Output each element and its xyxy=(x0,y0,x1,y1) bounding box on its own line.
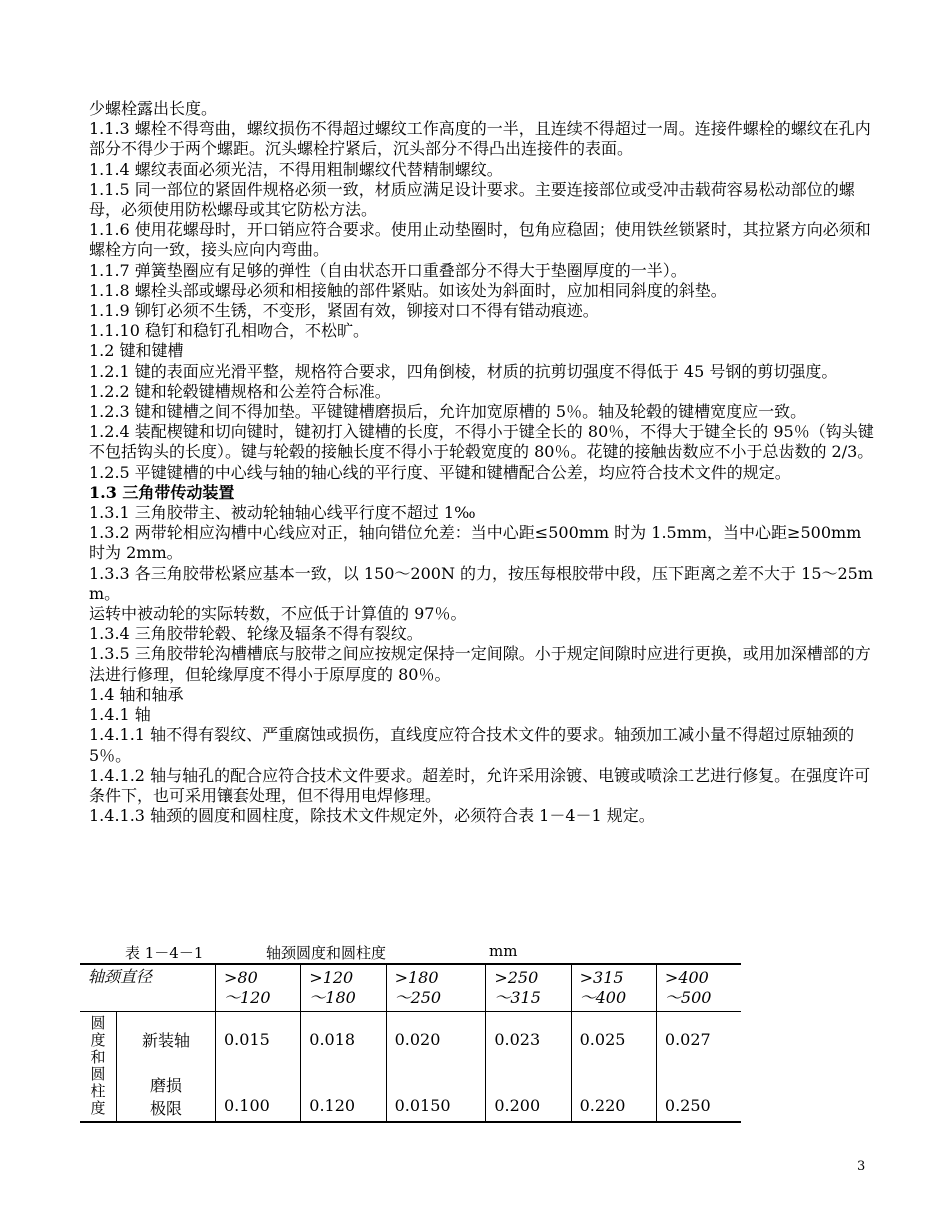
paragraph: 1.1.8 螺栓头部或螺母必须和相接触的部件紧贴。如该处为斜面时，应加相同斜度的斜垫。 xyxy=(89,280,727,300)
paragraph: 1.2.1 键的表面应光滑平整，规格符合要求，四角倒棱，材质的抗剪切强度不得低于 45 号钢的剪切强度。 xyxy=(89,361,838,381)
table-cell: 0.025 xyxy=(571,1012,656,1067)
group-label: 圆 度 和 圆 柱 度 xyxy=(90,1014,106,1118)
header-range: >120 ～180 xyxy=(301,964,386,1012)
paragraph: 1.1.7 弹簧垫圈应有足够的弹性（自由状态开口重叠部分不得大于垫圈厚度的一半）。 xyxy=(89,260,687,280)
header-label: 轴颈直径 xyxy=(80,964,216,1012)
header-range: >315 ～400 xyxy=(571,964,656,1012)
paragraph: 1.2 键和键槽 xyxy=(89,341,184,361)
document-body xyxy=(89,99,879,826)
header-range: >250 ～315 xyxy=(486,964,571,1012)
section-heading: 1.3 三角带传动装置 xyxy=(89,482,235,502)
table-caption-title: 轴颈圆度和圆柱度 xyxy=(266,944,387,962)
paragraph: 1.1.6 使用花螺母时，开口销应符合要求。使用止动垫圈时，包角应稳固；使用铁丝锁紧时，其拉紧方向必须和螺栓方向一致，接头应向内弯曲。 xyxy=(89,220,871,260)
table-cell: 0.015 xyxy=(216,1012,301,1067)
paragraph: 1.1.4 螺纹表面必须光洁，不得用粗制螺纹代替精制螺纹。 xyxy=(89,159,503,179)
paragraph: 1.1.3 螺栓不得弯曲，螺纹损伤不得超过螺纹工作高度的一半，且连续不得超过一周。连接件螺栓的螺纹在孔内部分不得少于两个螺距。沉头螺栓拧紧后，沉头部分不得凸出连接件的表面。 xyxy=(89,119,871,159)
paragraph: 1.4.1.1 轴不得有裂纹、严重腐蚀或损伤，直线度应符合技术文件的要求。轴颈加工减小量不得超过原轴颈的 5％。 xyxy=(89,725,855,765)
paragraph: 1.4 轴和轴承 xyxy=(89,684,184,704)
paragraph: 1.3.4 三角胶带轮毂、轮缘及辐条不得有裂纹。 xyxy=(89,624,423,644)
row-label: 新装轴 xyxy=(117,1012,216,1067)
paragraph: 1.3.3 各三角胶带松紧应基本一致，以 150～200N 的力，按压每根胶带中段，压下距离之差不大于 15～25mm。 xyxy=(89,563,874,603)
table-header-row xyxy=(80,964,741,1012)
table-row xyxy=(80,1067,741,1122)
paragraph: 1.1.5 同一部位的紧固件规格必须一致，材质应满足设计要求。主要连接部位或受冲击载荷容易松动部位的螺母，必须使用防松螺母或其它防松方法。 xyxy=(89,179,855,220)
table-cell: 0.250 xyxy=(656,1067,741,1122)
row-label: 磨损极限 xyxy=(117,1067,216,1122)
paragraph: 1.3.1 三角胶带主、被动轮轴轴心线平行度不超过 1‰ xyxy=(89,503,476,523)
journal-tolerance-table xyxy=(80,963,741,1123)
paragraph: 1.1.9 铆钉必须不生锈，不变形，紧固有效，铆接对口不得有错动痕迹。 xyxy=(89,301,599,321)
header-range: >180 ～250 xyxy=(386,964,486,1012)
table-cell: 0.020 xyxy=(386,1012,486,1067)
table-cell: 0.027 xyxy=(656,1012,741,1067)
paragraph: 1.2.2 键和轮毂键槽规格和公差符合标准。 xyxy=(89,381,391,401)
paragraph: 1.1.10 稳钉和稳钉孔相吻合，不松旷。 xyxy=(89,321,369,341)
paragraph: 1.2.4 装配楔键和切向键时，键初打入键槽的长度，不得小于键全长的 80％，不得大于键全长的 95％（钩头键不包括钩头的长度）。键与轮毂的接触长度不得小于轮毂宽度的 80％。花键的接触齿数应不小于总齿数的 2/3。 xyxy=(89,422,874,462)
table-cell: 0.100 xyxy=(216,1067,301,1122)
table-cell: 0.220 xyxy=(571,1067,656,1122)
table-row xyxy=(80,1012,741,1067)
table-cell: 0.0150 xyxy=(386,1067,486,1122)
paragraph: 1.3.2 两带轮相应沟槽中心线应对正，轴向错位允差：当中心距≤500mm 时为 1.5mm，当中心距≥500mm 时为 2mm。 xyxy=(89,523,862,563)
paragraph: 少螺栓露出长度。 xyxy=(89,99,218,118)
paragraph: 1.3.5 三角胶带轮沟槽槽底与胶带之间应按规定保持一定间隙。小于规定间隙时应进行更换，或用加深槽部的方法进行修理，但轮缘厚度不得小于原厚度的 80％。 xyxy=(89,644,871,684)
paragraph: 1.2.5 平键键槽的中心线与轴的轴心线的平行度、平键和键槽配合公差，均应符合技术文件的规定。 xyxy=(89,462,791,482)
paragraph: 1.4.1.3 轴颈的圆度和圆柱度，除技术文件规定外，必须符合表 1－4－1 规定。 xyxy=(89,806,655,826)
header-range: >80 ～120 xyxy=(216,964,301,1012)
paragraph: 1.4.1.2 轴与轴孔的配合应符合技术文件要求。超差时，允许采用涂镀、电镀或喷涂工艺进行修复。在强度许可条件下，也可采用镶套处理，但不得用电焊修理。 xyxy=(89,765,871,805)
header-range: >400 ～500 xyxy=(656,964,741,1012)
paragraph: 1.4.1 轴 xyxy=(89,705,151,725)
table-cell: 0.023 xyxy=(486,1012,571,1067)
table-cell: 0.018 xyxy=(301,1012,386,1067)
table-cell: 0.200 xyxy=(486,1067,571,1122)
table-caption-unit: mm xyxy=(489,942,518,960)
table-cell: 0.120 xyxy=(301,1067,386,1122)
paragraph: 运转中被动轮的实际转数，不应低于计算值的 97％。 xyxy=(89,604,467,624)
page-number: 3 xyxy=(857,1159,866,1174)
paragraph: 1.2.3 键和键槽之间不得加垫。平键键槽磨损后，允许加宽原槽的 5％。轴及轮毂的键槽宽度应一致。 xyxy=(89,402,807,422)
table-caption-number: 表 1－4－1 xyxy=(125,944,204,962)
